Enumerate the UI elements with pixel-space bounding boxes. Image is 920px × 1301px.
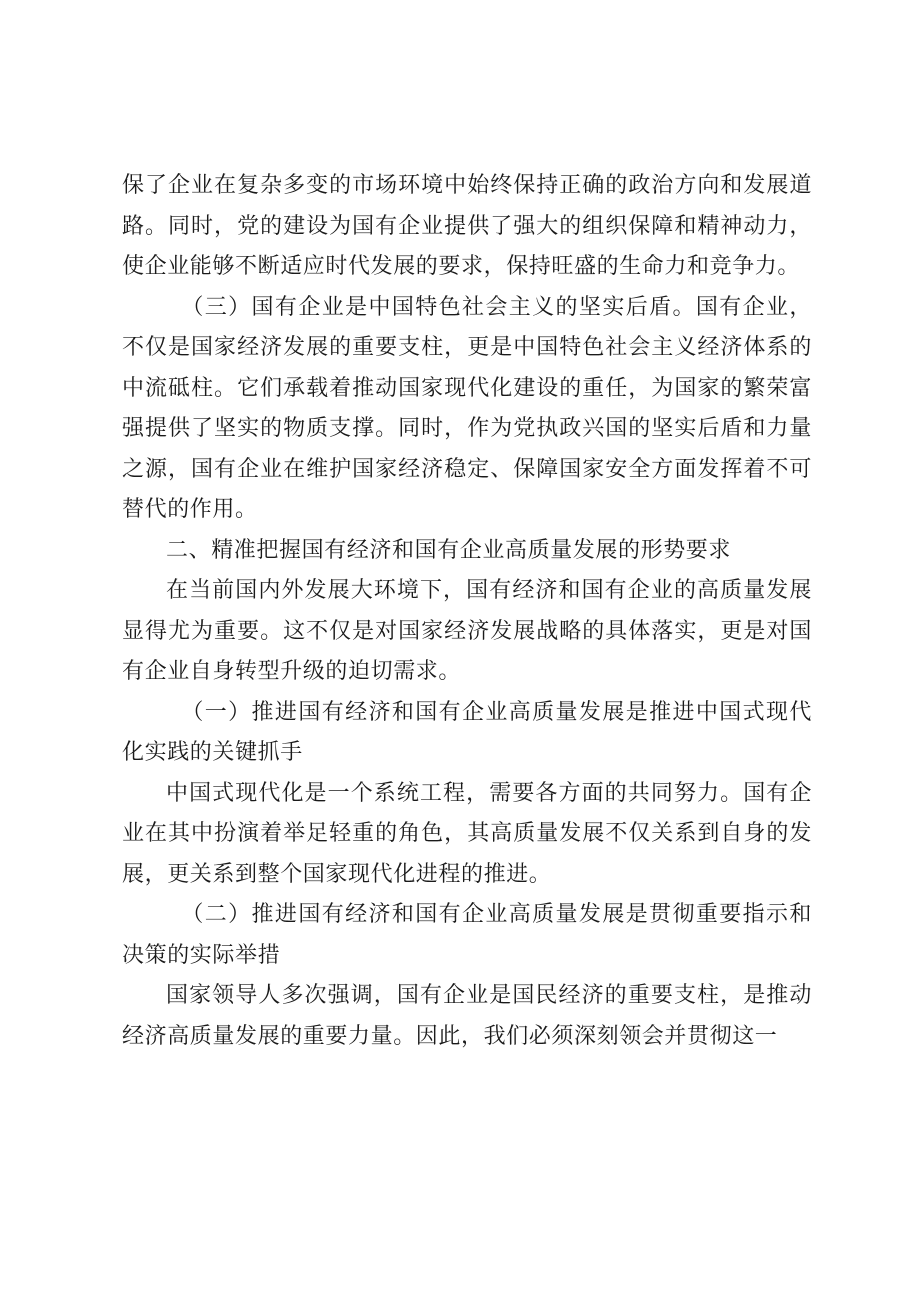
paragraph-subsection-3: （三）国有企业是中国特色社会主义的坚实后盾。国有企业，不仅是国家经济发展的重要支柱，更是中国特色社会主义经济体系的中流砥柱。它们承载着推动国家现代化建设的重任，为国家的繁荣富强提供了坚实的物质支撑。同时，作为党执政兴国的坚实后盾和力量之源，国有企业在维护国家经济稳定、保障国家安全方面发挥着不可替代的作用。	[122, 294, 812, 522]
paragraph-subheading-2-body: 国家领导人多次强调，国有企业是国民经济的重要支柱，是推动经济高质量发展的重要力量。因此，我们必须深刻领会并贯彻这一	[122, 983, 812, 1049]
paragraph-section-2-intro: 在当前国内外发展大环境下，国有经济和国有企业的高质量发展显得尤为重要。这不仅是对国家经济发展战略的具体落实，更是对国有企业自身转型升级的迫切需求。	[122, 578, 812, 684]
document-body	[122, 166, 812, 1057]
section-heading-2: 二、精准把握国有经济和国有企业高质量发展的形势要求	[166, 537, 732, 563]
paragraph-continued: 保了企业在复杂多变的市场环境中始终保持正确的政治方向和发展道路。同时，党的建设为国有企业提供了强大的组织保障和精神动力，使企业能够不断适应时代发展的要求，保持旺盛的生命力和竞争力。	[122, 173, 812, 279]
subheading-1: （一）推进国有经济和国有企业高质量发展是推进中国式现代化实践的关键抓手	[122, 699, 812, 765]
subheading-2: （二）推进国有经济和国有企业高质量发展是贯彻重要指示和决策的实际举措	[122, 902, 812, 968]
paragraph-subheading-1-body: 中国式现代化是一个系统工程，需要各方面的共同努力。国有企业在其中扮演着举足轻重的角色，其高质量发展不仅关系到自身的发展，更关系到整个国家现代化进程的推进。	[122, 780, 812, 887]
